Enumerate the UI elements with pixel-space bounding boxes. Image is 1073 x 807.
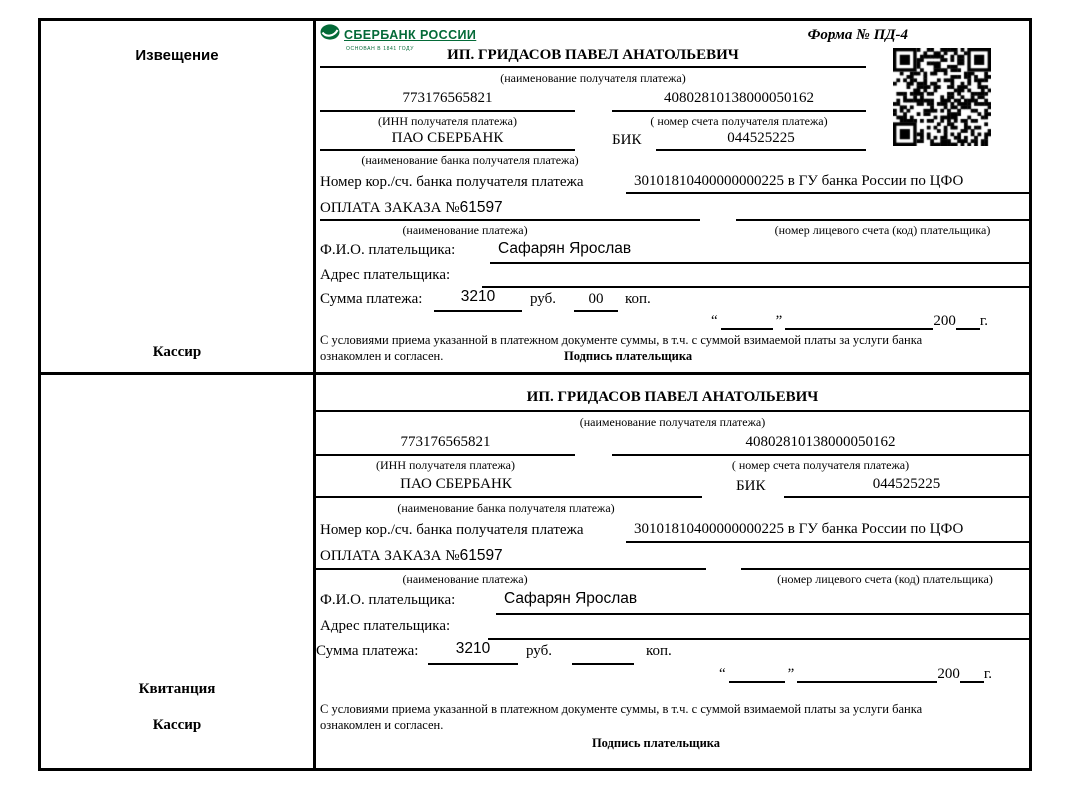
qr-code bbox=[893, 48, 991, 146]
terms-line2: ознакомлен и согласен. bbox=[320, 718, 444, 732]
date-row bbox=[716, 665, 992, 683]
payment-name-label: (наименование платежа) bbox=[402, 223, 528, 237]
recipient-label: (наименование получателя платежа) bbox=[579, 415, 766, 429]
open-quote: “ bbox=[711, 313, 718, 329]
amount-rub-value: 3210 bbox=[460, 288, 496, 305]
terms-line1: С условиями приема указанной в платежном документе суммы, в т.ч. с суммой взимаемой платы за услуги банка bbox=[320, 702, 923, 716]
amount-kop-value: 00 bbox=[588, 291, 604, 307]
bik-value: 044525225 bbox=[872, 476, 941, 492]
payer-signature-label: Подпись плательщика bbox=[591, 736, 721, 750]
recipient-name-line bbox=[320, 66, 866, 68]
bank-label: (наименование банка получателя платежа) bbox=[397, 501, 615, 515]
date-month-line bbox=[797, 665, 937, 683]
payment-name-label: (наименование платежа) bbox=[402, 572, 528, 586]
sum-label: Сумма платежа: bbox=[320, 291, 423, 307]
personal-account-label: (номер лицевого счета (код) плательщика) bbox=[774, 223, 991, 237]
rub-label: руб. bbox=[526, 643, 552, 659]
account-value: 40802810138000050162 bbox=[745, 434, 896, 450]
payment-name-line bbox=[320, 219, 700, 221]
inn-label: (ИНН получателя платежа) bbox=[378, 114, 517, 128]
notice-left-cell bbox=[41, 21, 313, 372]
payment-name-line bbox=[316, 568, 706, 570]
bank-name-line bbox=[316, 496, 702, 498]
account-value: 40802810138000050162 bbox=[664, 90, 814, 106]
payer-name-value: Сафарян Ярослав bbox=[498, 240, 632, 257]
inn-line bbox=[316, 454, 575, 456]
notice-body bbox=[316, 21, 1029, 372]
personal-account-line bbox=[741, 568, 1029, 570]
date-month-line bbox=[785, 312, 933, 330]
amount-kop-line bbox=[574, 310, 618, 312]
date-year-line bbox=[956, 312, 980, 330]
account-label: ( номер счета получателя платежа) bbox=[650, 114, 828, 128]
bank-label: (наименование банка получателя платежа) bbox=[361, 153, 579, 167]
kop-label: коп. bbox=[646, 643, 672, 659]
fio-label: Ф.И.О. плательщика: bbox=[320, 592, 456, 608]
receipt-title: Квитанция bbox=[138, 681, 216, 697]
amount-rub-line bbox=[434, 310, 522, 312]
rub-label: руб. bbox=[530, 291, 556, 307]
corr-line bbox=[626, 192, 1029, 194]
year-suffix: г. bbox=[979, 313, 989, 329]
fio-line bbox=[490, 262, 1029, 264]
date-row bbox=[708, 312, 988, 330]
payment-purpose bbox=[320, 547, 503, 566]
inn-label: (ИНН получателя платежа) bbox=[376, 458, 515, 472]
order-number: 61597 bbox=[459, 547, 503, 564]
payment-purpose-prefix: ОПЛАТА ЗАКАЗА № bbox=[320, 548, 460, 564]
corr-value: 30101810400000000225 в ГУ банка России по ЦФО bbox=[634, 173, 964, 189]
account-label: ( номер счета получателя платежа) bbox=[731, 458, 910, 472]
order-number: 61597 bbox=[459, 199, 503, 216]
payer-name-value: Сафарян Ярослав bbox=[504, 590, 638, 607]
address-label: Адрес плательщика: bbox=[320, 618, 451, 634]
receipt-left-cell bbox=[41, 375, 313, 765]
account-line bbox=[612, 454, 1029, 456]
recipient-name: ИП. ГРИДАСОВ ПАВЕЛ АНАТОЛЬЕВИЧ bbox=[526, 389, 819, 405]
open-quote: “ bbox=[719, 666, 726, 682]
bank-name-value: ПАО СБЕРБАНК bbox=[391, 130, 504, 146]
corr-label: Номер кор./сч. банка получателя платежа bbox=[320, 522, 584, 538]
recipient-name-line bbox=[316, 410, 1029, 412]
sberbank-logo-text: СБЕРБАНК РОССИИ bbox=[344, 27, 477, 42]
sberbank-logo-icon bbox=[320, 24, 340, 45]
address-line bbox=[482, 286, 1029, 288]
sberbank-logo-tagline: ОСНОВАН В 1841 ГОДУ bbox=[346, 46, 414, 52]
kop-label: коп. bbox=[625, 291, 651, 307]
payer-signature-label: Подпись плательщика bbox=[564, 349, 693, 363]
bank-name-value: ПАО СБЕРБАНК bbox=[400, 476, 512, 492]
year-suffix: г. bbox=[983, 666, 993, 682]
notice-title: Извещение bbox=[135, 47, 219, 64]
payment-purpose bbox=[320, 199, 503, 218]
personal-account-label: (номер лицевого счета (код) плательщика) bbox=[777, 572, 993, 586]
date-day-line bbox=[721, 312, 773, 330]
corr-label: Номер кор./сч. банка получателя платежа bbox=[320, 174, 584, 190]
receipt-body bbox=[316, 375, 1029, 765]
amount-rub-value: 3210 bbox=[455, 640, 491, 657]
terms-line2: ознакомлен и согласен. bbox=[320, 349, 444, 363]
inn-line bbox=[320, 110, 575, 112]
date-day-line bbox=[729, 665, 785, 683]
form-table bbox=[38, 18, 1032, 771]
bik-line bbox=[656, 149, 866, 151]
address-line bbox=[488, 638, 1029, 640]
bik-line bbox=[784, 496, 1029, 498]
sum-label: Сумма платежа: bbox=[316, 643, 419, 659]
form-number-label: Форма № ПД-4 bbox=[807, 27, 908, 43]
close-quote: ” bbox=[787, 666, 795, 682]
year-prefix: 200 bbox=[933, 313, 956, 329]
receipt-cashier-label: Кассир bbox=[152, 717, 202, 733]
amount-kop-line bbox=[572, 663, 634, 665]
notice-cashier-label: Кассир bbox=[152, 344, 202, 360]
payment-purpose-prefix: ОПЛАТА ЗАКАЗА № bbox=[320, 200, 460, 216]
bank-name-line bbox=[320, 149, 575, 151]
recipient-name: ИП. ГРИДАСОВ ПАВЕЛ АНАТОЛЬЕВИЧ bbox=[447, 47, 739, 63]
fio-label: Ф.И.О. плательщика: bbox=[320, 242, 456, 258]
inn-value: 773176565821 bbox=[400, 434, 491, 450]
close-quote: ” bbox=[775, 313, 783, 329]
corr-line bbox=[626, 541, 1029, 543]
bik-value: 044525225 bbox=[727, 130, 795, 146]
date-year-line bbox=[960, 665, 984, 683]
account-line bbox=[612, 110, 866, 112]
amount-rub-line bbox=[428, 663, 518, 665]
corr-value: 30101810400000000225 в ГУ банка России по ЦФО bbox=[634, 521, 964, 537]
recipient-label: (наименование получателя платежа) bbox=[500, 71, 686, 85]
bik-label: БИК bbox=[612, 132, 642, 148]
inn-value: 773176565821 bbox=[402, 90, 493, 106]
personal-account-line bbox=[736, 219, 1029, 221]
fio-line bbox=[496, 613, 1029, 615]
year-prefix: 200 bbox=[937, 666, 960, 682]
address-label: Адрес плательщика: bbox=[320, 267, 451, 283]
terms-line1: С условиями приема указанной в платежном документе суммы, в т.ч. с суммой взимаемой платы за услуги банка bbox=[320, 333, 923, 347]
bik-label: БИК bbox=[736, 478, 766, 494]
